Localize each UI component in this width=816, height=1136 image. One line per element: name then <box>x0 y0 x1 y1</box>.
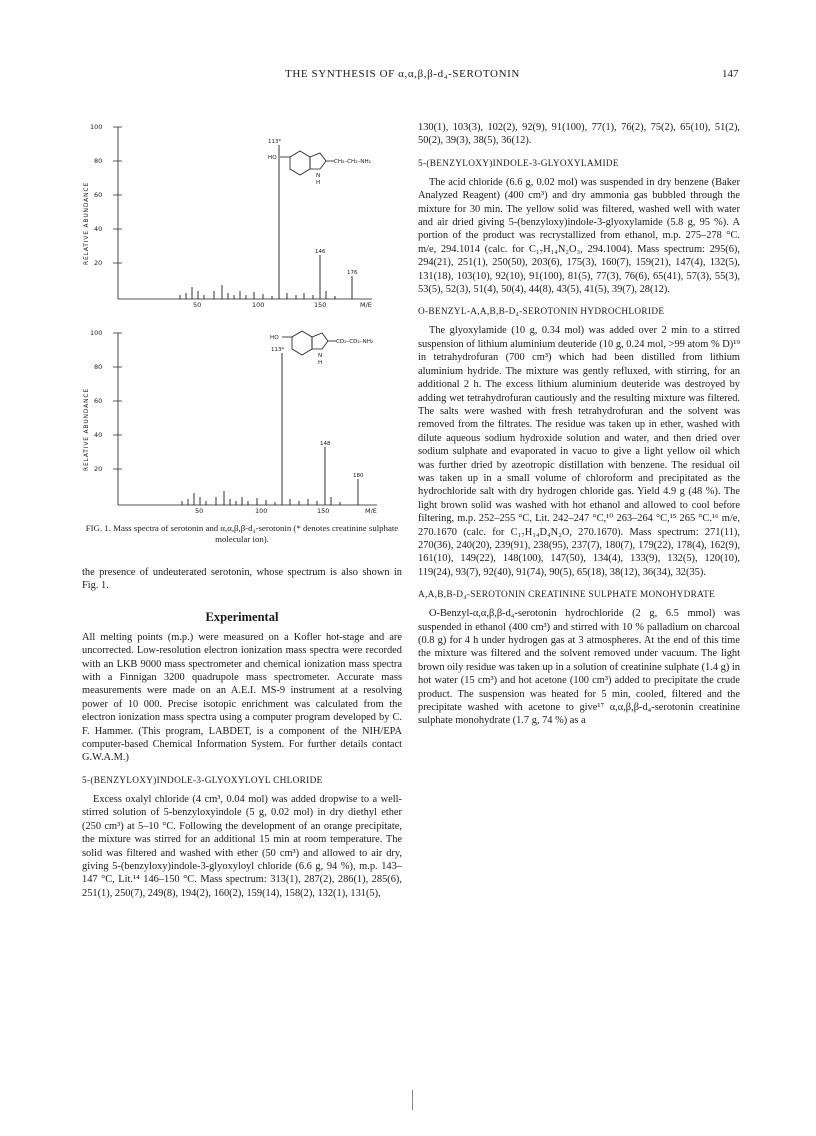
s2-ylabel: RELATIVE ABUNDANCE <box>83 388 90 471</box>
s2-peak-label-180: 180 <box>353 473 364 479</box>
s1-structure-n: N <box>316 173 321 179</box>
heading-creatinine-sulphate: Α,Α,Β,Β-D₄-SEROTONIN CREATININE SULPHATE MONOHYDRATE <box>418 590 716 601</box>
mass-spectra-figure <box>82 115 407 535</box>
s2-ytick-20: 20 <box>94 465 103 473</box>
s1-ytick-80: 80 <box>94 157 103 165</box>
paragraph-glyoxylamide: The acid chloride (6.6 g, 0.02 mol) was suspended in dry benzene (Baker Analyzed Reagent) (400 cm³) and dry ammonia gas bubbled through the mixture for 30 min. The yellow solid was filtered, washed well with water and air dried giving 5-(benzyloxy)indole-3-glyoxylamide (5.8 g, 95 %). A portion of the product was recrystallized from ethanol, m.p. 275–278 °C. m/e, 294.1014 (calc. for C₁₇H₁₄N₂O₃, 294.1004). Mass spectrum: 295(6), 294(21), 251(1), 250(50), 203(6), 175(3), 160(7), 159(21), 147(4), 132(5), 131(18), 103(10), 92(10), 91(100), 81(5), 77(3), 76(6), 65(41), 57(3), 55(3), 53(5), 52(3), 51(4), 50(4), 44(8), 43(5), 41(5), 39(7), 28(12). <box>418 176 740 296</box>
heading-experimental: Experimental <box>205 609 279 624</box>
s2-ytick-80: 80 <box>94 363 103 371</box>
s1-ylabel: RELATIVE ABUNDANCE <box>83 182 90 265</box>
paragraph-serotonin-hydrochloride: The glyoxylamide (10 g, 0.34 mol) was added over 2 min to a stirred suspension of lithium aluminium deuteride (10 g, 0.24 mol, >99 atom % D)¹⁹ in tetrahydrofuran (700 cm³) which had been distilled from lithium aluminium hydride. The mixture was gently refluxed, with stirring, for an additional 2 h. The excess lithium aluminium deuteride was destroyed by adding wet tetrahydrofuran cautiously and the resulting mixture was filtered. The salts were washed with fresh tetrahydrofuran and the solvent was removed from the filtrates. The residue was taken up in ether, washed with dilute aqueous sodium hydroxide solution and water, and then dried over sodium sulphate and evaporated in vacuo to give a light yellow oil which was further dried by azeotropic distillation with benzene. The residual oil was taken up in a small volume of chloroform and precipitated as the hydrochloride salt with dry hydrogen chloride gas. Yield 4.9 g (48 %). The light brown solid was washed with hot ethanol and allowed to cool before filtering, m.p. 252–255 °C, Lit. 242–247 °C,¹⁰ 263–264 °C,¹⁵ 265 °C.¹⁶ m/e, 270.1670 (calc. for C₁₇H₁₄D₄N₂O, 270.1670). Mass spectrum: 271(11), 270(36), 240(20), 239(91), 238(95), 237(7), 180(7), 179(22), 178(4), 162(9), 161(10), 149(22), 148(100), 147(50), 134(4), 133(9), 132(5), 120(10), 119(24), 93(7), 92(40), 91(74), 90(5), 65(18), 38(12), 36(34), 32(35). <box>418 325 740 578</box>
s2-peak-label-113: 113* <box>271 347 285 353</box>
s1-xtick-100: 100 <box>252 301 265 309</box>
s2-xunit: M/E <box>365 507 377 515</box>
s1-serotonin-structure <box>280 151 334 175</box>
left-column <box>82 566 402 900</box>
s1-structure-ho: HO <box>268 155 277 161</box>
paragraph-methods: All melting points (m.p.) were measured on a Kofler hot-stage and are uncorrected. Low-resolution electron ionization mass spectra were recorded with an LKB 9000 mass spectrometer and chemical ionization mass spectra with a Finnigan 3200 quadrupole mass spectrometer. Accurate mass measurements were made on an A.E.I. MS-9 instrument at a resolving power of 10 000. Precise isotopic enrichment was calculated from the electron ionization mass spectra using a computer program developed by C. F. Hammer. (This program, LABDET, is a component of the NIH/EPA computer-based Chemical Information System. For further details contact G.W.A.M.) <box>82 631 402 764</box>
s2-peak-label-148: 148 <box>320 441 331 447</box>
s1-peaks <box>180 145 352 299</box>
s2-xtick-150: 150 <box>317 507 330 515</box>
s1-xunit: M/E <box>360 301 372 309</box>
left-continuation: the presence of undeuterated serotonin, whose spectrum is also shown in Fig. 1. <box>82 567 402 592</box>
s2-structure-h: H <box>318 360 323 366</box>
s1-ytick-60: 60 <box>94 191 103 199</box>
heading-glyoxylamide: 5-(BENZYLOXY)INDOLE-3-GLYOXYLAMIDE <box>418 158 619 169</box>
s1-peak-label-146: 146 <box>315 249 326 255</box>
right-continuation: 130(1), 103(3), 102(2), 92(9), 91(100), 77(1), 76(2), 75(2), 65(10), 51(2), 50(2), 39(3), 38(5), 36(12). <box>418 122 740 147</box>
heading-serotonin-hydrochloride: O-BENZYL-Α,Α,Β,Β-D₄-SEROTONIN HYDROCHLORIDE <box>418 307 665 318</box>
heading-glyoxyloyl-chloride: 5-(BENZYLOXY)INDOLE-3-GLYOXYLOYL CHLORIDE <box>82 775 323 786</box>
s1-xtick-150: 150 <box>314 301 327 309</box>
s2-xtick-50: 50 <box>195 507 204 515</box>
s2-d4-serotonin-structure <box>282 331 336 355</box>
s2-ytick-40: 40 <box>94 431 103 439</box>
s1-ytick-20: 20 <box>94 259 103 267</box>
s1-peak-label-113: 113* <box>268 139 282 145</box>
figure-1 <box>82 115 407 535</box>
running-title: THE SYNTHESIS OF α,α,β,β-d₄-SEROTONIN <box>285 68 520 80</box>
s1-peak-label-176: 176 <box>347 270 358 276</box>
page-number: 147 <box>722 68 739 80</box>
figure-caption: FIG. 1. Mass spectra of serotonin and α,α,β,β-d₄-serotonin (* denotes creatinine sulphate molecular ion). <box>85 523 399 544</box>
s2-structure-chain: CD₂–CD₂–NH₂ <box>336 339 374 345</box>
s1-ytick-100: 100 <box>90 123 103 131</box>
s2-structure-n: N <box>318 353 323 359</box>
s2-peaks <box>182 353 358 505</box>
s2-xtick-100: 100 <box>255 507 268 515</box>
s1-structure-h: H <box>316 180 321 186</box>
spectrum-serotonin <box>83 123 372 309</box>
right-column <box>418 121 740 728</box>
s1-structure-chain: CH₂–CH₂–NH₂ <box>334 159 371 165</box>
paragraph-creatinine-sulphate: O-Benzyl-α,α,β,β-d₄-serotonin hydrochloride (2 g, 6.5 mmol) was suspended in ethanol (400 cm³) and stirred with 10 % palladium on charcoal (0.8 g) for 4 h under hydrogen gas at 3 atmospheres. At the end of this time the mixture was filtered and the solvent removed under vacuum. The light brown oily residue was taken up in a solution of creatinine sulphate (1.4 g) in hot water (15 cm³) and hot acetone (100 cm³) added to precipitate the crude product. The suspension was heated for 5 min, cooled, filtered and the precipitate washed with acetone to give¹⁷ α,α,β,β-d₄-serotonin creatinine sulphate monohydrate (1.7 g, 74 %) as a <box>418 608 740 727</box>
s2-ytick-60: 60 <box>94 397 103 405</box>
paragraph-glyoxyloyl-chloride: Excess oxalyl chloride (4 cm³, 0.04 mol) was added dropwise to a well-stirred solution of 5-benzyloxyindole (5 g, 0.02 mol) in dry diethyl ether (250 cm³) at 5–10 °C. Following the development of an orange precipitate, the mixture was stirred for an additional 15 min at room temperature. The solid was filtered and washed with ether (50 cm³) and allowed to air dry, giving 5-(benzyloxy)indole-3-glyoxyloyl chloride (6.6 g, 94 %), m.p. 143–147 °C, Lit.¹⁴ 146–150 °C. Mass spectrum: 313(1), 287(2), 286(1), 285(6), 251(1), 250(7), 249(8), 194(2), 160(2), 159(14), 158(2), 132(1), 131(5), <box>82 793 402 899</box>
s2-structure-ho: HO <box>270 335 279 341</box>
column-rule-mark <box>412 1090 413 1110</box>
spectrum-d4-serotonin <box>83 329 377 515</box>
s2-ytick-100: 100 <box>90 329 103 337</box>
s1-xtick-50: 50 <box>193 301 202 309</box>
s1-ytick-40: 40 <box>94 225 103 233</box>
running-header <box>0 68 816 88</box>
